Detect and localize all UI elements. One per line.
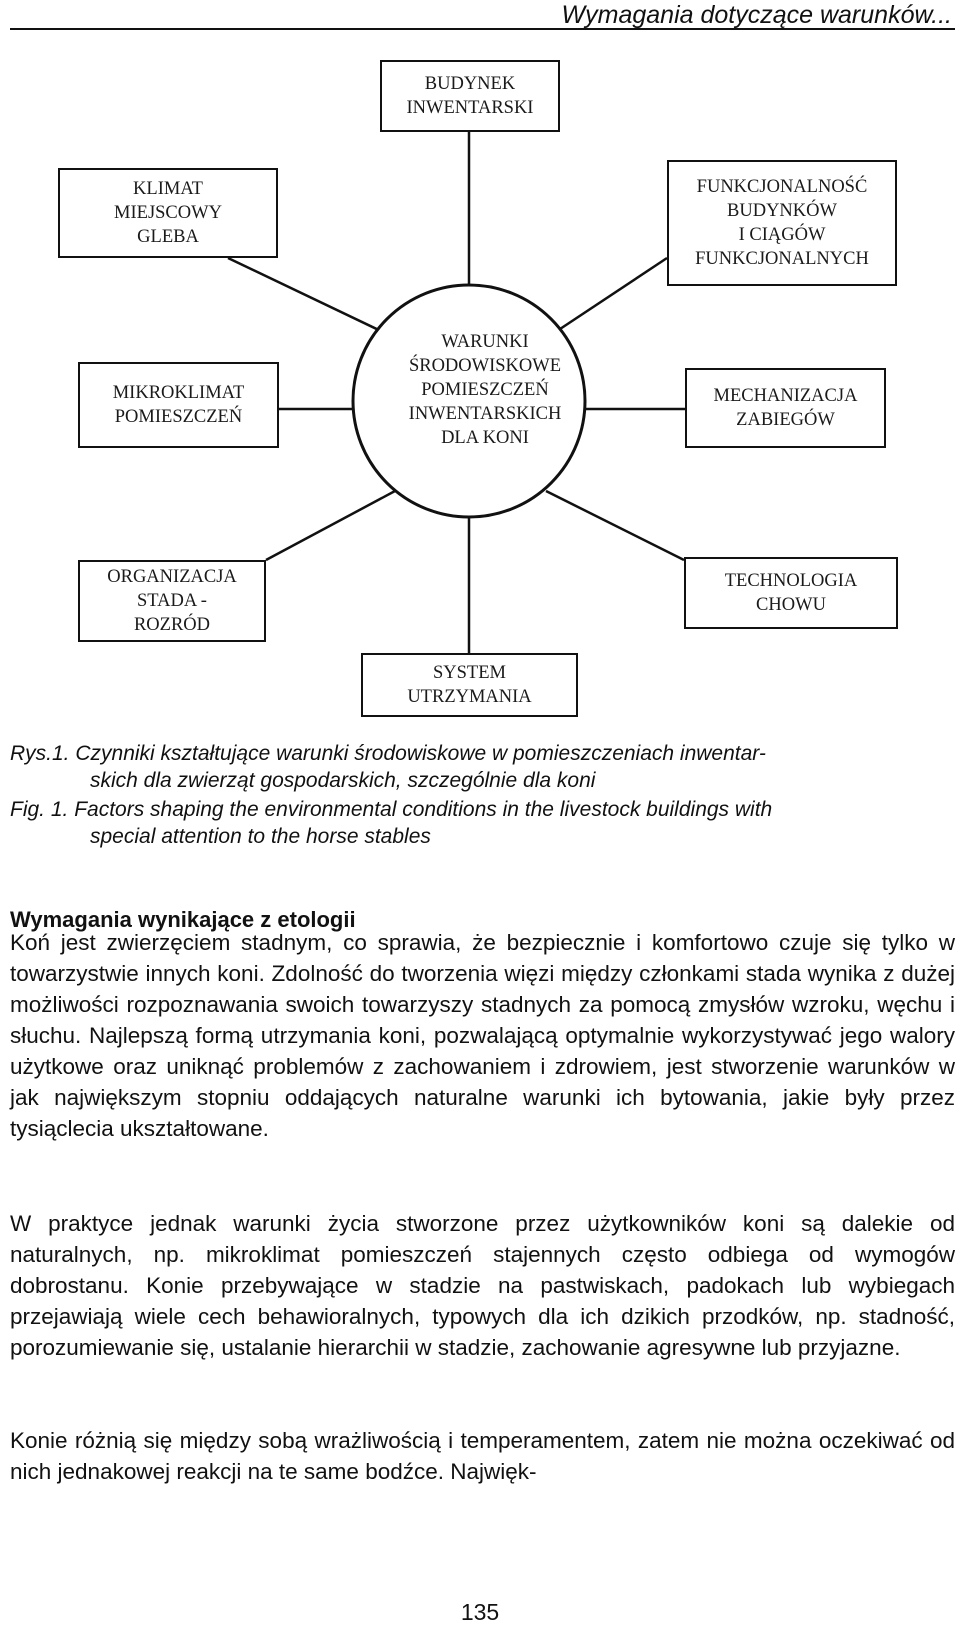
node-mikroklimat-pomieszczen: MIKROKLIMAT POMIESZCZEŃ [78, 362, 279, 448]
paragraph-1: Koń jest zwierzęciem stadnym, co sprawia, że bezpiecznie i komfortowo czuje się tylko w towarzystwie innych koni. Zdolność do tworzenia więzi między członkami stada wynika z dużej możliwości rozpoznawania swoich towarzyszy stadnych za pomocą zmysłów wzroku, węchu i słuchu. Najlepszą formą utrzymania koni, pozwalającą optymalnie wykorzystywać jego walory użytkowe oraz uniknąć problemów z zachowaniem i zdrowiem, jest stworzenie warunków w jak największym stopniu oddających naturalne warunki ich bytowania, jakie były przez tysiąclecia ukształtowane. [10, 930, 955, 1141]
node-system-utrzymania: SYSTEM UTRZYMANIA [361, 653, 578, 717]
node-organizacja-stada: ORGANIZACJA STADA - ROZRÓD [78, 560, 266, 642]
paragraph-2: W praktyce jednak warunki życia stworzone przez użytkowników koni są dalekie od naturalnych, np. mikroklimat pomieszczeń stajennych często odbiega od wymogów dobrostanu. Konie przebywające w stadzie na pastwiskach, padokach lub wybiegach przejawiają wiele cech behawioralnych, typowych dla ich dzikich przodków, np. stadność, porozumiewanie się, ustalanie hierarchii w stadzie, zachowanie agresywne lub przyjazne. [10, 1211, 955, 1360]
page-number: 135 [460, 1599, 500, 1625]
figure-caption-en [10, 796, 955, 850]
section-heading: Wymagania wynikające z etologii [10, 907, 356, 932]
caption-en-line1: Fig. 1. Factors shaping the environmental conditions in the livestock buildings with [10, 798, 773, 821]
caption-pl-line2: skich dla zwierząt gospodarskich, szczególnie dla koni [90, 769, 596, 792]
paragraph-3: Konie różnią się między sobą wrażliwością i temperamentem, zatem nie można oczekiwać od nich jednakowej reakcji na te same bodźce. Najwięk- [10, 1428, 955, 1484]
node-mechanizacja-zabiegow: MECHANIZACJA ZABIEGÓW [685, 368, 886, 448]
connector-upper-left [228, 258, 385, 333]
node-funkcjonalnosc-budynkow: FUNKCJONALNOŚĆ BUDYNKÓW I CIĄGÓW FUNKCJONALNYCH [667, 160, 897, 286]
running-header: Wymagania dotyczące warunków... [561, 1, 952, 29]
connector-lower-left [266, 491, 395, 560]
node-budynek-inwentarski: BUDYNEK INWENTARSKI [380, 60, 560, 132]
connector-lower-right [546, 491, 684, 560]
figure-caption-pl [10, 740, 955, 794]
caption-en-line2: special attention to the horse stables [90, 825, 431, 848]
center-label: WARUNKI ŚRODOWISKOWE POMIESZCZEŃ INWENTARSKICH DLA KONI [408, 332, 562, 448]
caption-pl-line1: Rys.1. Czynniki kształtujące warunki środowiskowe w pomieszczeniach inwentar- [10, 742, 766, 765]
node-klimat-miejscowy-gleba: KLIMAT MIEJSCOWY GLEBA [58, 168, 278, 258]
connector-upper-right [554, 258, 667, 333]
factors-diagram [0, 0, 960, 750]
node-technologia-chowu: TECHNOLOGIA CHOWU [684, 557, 898, 629]
